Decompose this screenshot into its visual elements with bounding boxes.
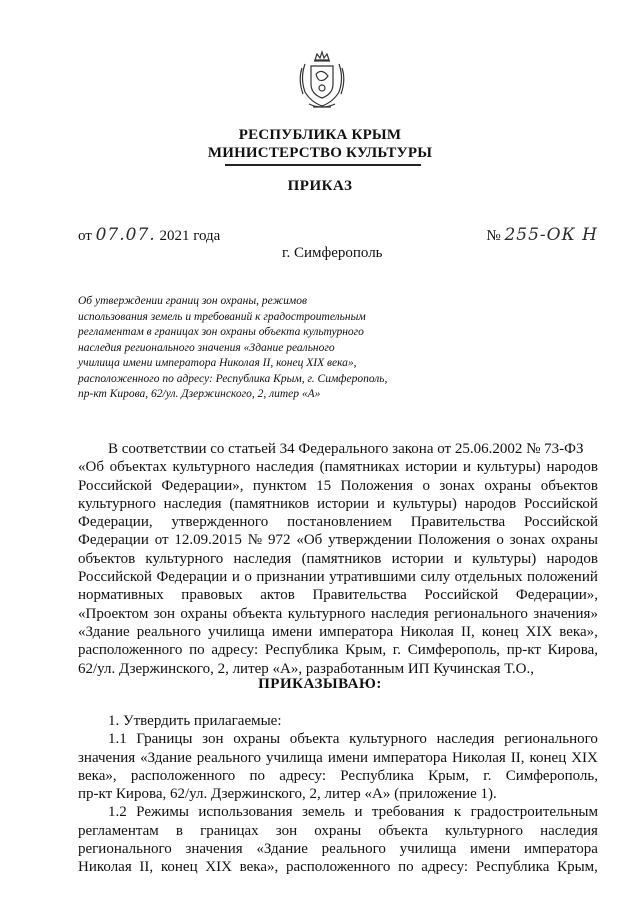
document-number bbox=[486, 225, 598, 245]
text-line: регламентам в границах зон охраны объекта культурного наследия bbox=[78, 822, 598, 839]
text-line: расположенного по адресу: Республика Крым, г. Симферополь, пр-кт Кирова, bbox=[78, 642, 598, 659]
text-line: 1. Утвердить прилагаемые: bbox=[108, 713, 282, 729]
subject-line: пр-кт Кирова, 62/ул. Дзержинского, 2, литер «А» bbox=[78, 388, 321, 400]
number-handwritten: 255-ОК Н bbox=[504, 225, 598, 245]
text-line: Федерации, утвержденного постановлением Правительства Российской bbox=[78, 514, 598, 531]
text-line: Николая II, конец XIX века», расположенного по адресу: Республика Крым, bbox=[78, 859, 598, 876]
preamble-paragraph bbox=[78, 440, 598, 678]
text-line: пр-кт Кирова, 62/ул. Дзержинского, 2, литер «А» (приложение 1). bbox=[78, 786, 497, 803]
text-line: В соответствии со статьей 34 Федерального закона от 25.06.2002 № 73-ФЗ bbox=[108, 441, 584, 457]
subject-line: Об утверждении границ зон охраны, режимов bbox=[78, 295, 307, 307]
date-year: 2021 года bbox=[159, 228, 221, 244]
subject-line: училища имени императора Николая II, конец XIX века», bbox=[78, 357, 357, 369]
text-line: культурного наследия (памятников истории и культуры) народов Российской bbox=[78, 495, 598, 512]
header-divider bbox=[225, 164, 421, 166]
text-line: «Об объектах культурного наследия (памятниках истории и культуры) народов bbox=[78, 459, 598, 476]
org-region-title: РЕСПУБЛИКА КРЫМ bbox=[238, 127, 402, 143]
org-ministry-title: МИНИСТЕРСТВО КУЛЬТУРЫ bbox=[207, 145, 433, 161]
text-line: Российской Федерации», пунктом 15 Положения о зонах охраны объектов bbox=[78, 477, 598, 494]
subject-line: использования земель и требований к градостроительным bbox=[78, 310, 366, 323]
text-line: нормативных правовых актов Правительства Российской Федерации», bbox=[78, 587, 598, 604]
text-line: значения «Здание реального училища имени императора Николая II, конец XIX bbox=[78, 749, 598, 766]
subject-line: наследия регионального значения «Здание реального bbox=[78, 341, 335, 354]
text-line: объектов культурного наследия (памятников истории и культуры) народов bbox=[78, 550, 598, 567]
crimea-coat-of-arms-icon bbox=[297, 48, 347, 112]
date-prefix: от bbox=[78, 228, 92, 244]
text-line: Российской Федерации и о признании утратившими силу отдельных положений bbox=[78, 569, 598, 586]
document-subject bbox=[78, 294, 438, 403]
text-line: 1.2 Режимы использования земель и требования к градостроительным bbox=[108, 804, 598, 821]
date-handwritten: 07.07. bbox=[95, 225, 156, 245]
text-line: регионального значения «Здание реального училища имени императора bbox=[78, 841, 598, 858]
text-line: века», расположенного по адресу: Республика Крым, г. Симферополь, bbox=[78, 767, 598, 784]
text-line: «Проектом зон охраны объекта культурного наследия регионального значения» bbox=[78, 605, 598, 622]
order-heading: ПРИКАЗЫВАЮ: bbox=[258, 676, 382, 692]
text-line: Федерации от 12.09.2015 № 972 «Об утверждении Положения о зонах охраны bbox=[78, 532, 598, 549]
number-prefix: № bbox=[486, 228, 501, 244]
document-date bbox=[78, 225, 220, 245]
text-line: 1.1 Границы зон охраны объекта культурного наследия регионального bbox=[108, 731, 598, 748]
text-line: «Здание реального училища имени императора Николая II, конец XIX века», bbox=[78, 623, 598, 640]
document-type-title: ПРИКАЗ bbox=[287, 178, 353, 194]
subject-line: регламентам в границах зон охраны объекта культурного bbox=[78, 326, 364, 338]
document-city: г. Симферополь bbox=[282, 245, 383, 261]
text-line: 62/ул. Дзержинского, 2, литер «А», разработанным ИП Кучинская Т.О., bbox=[78, 660, 534, 677]
subject-line: расположенного по адресу: Республика Крым, г. Симферополь, bbox=[78, 372, 388, 385]
order-items bbox=[78, 712, 598, 877]
